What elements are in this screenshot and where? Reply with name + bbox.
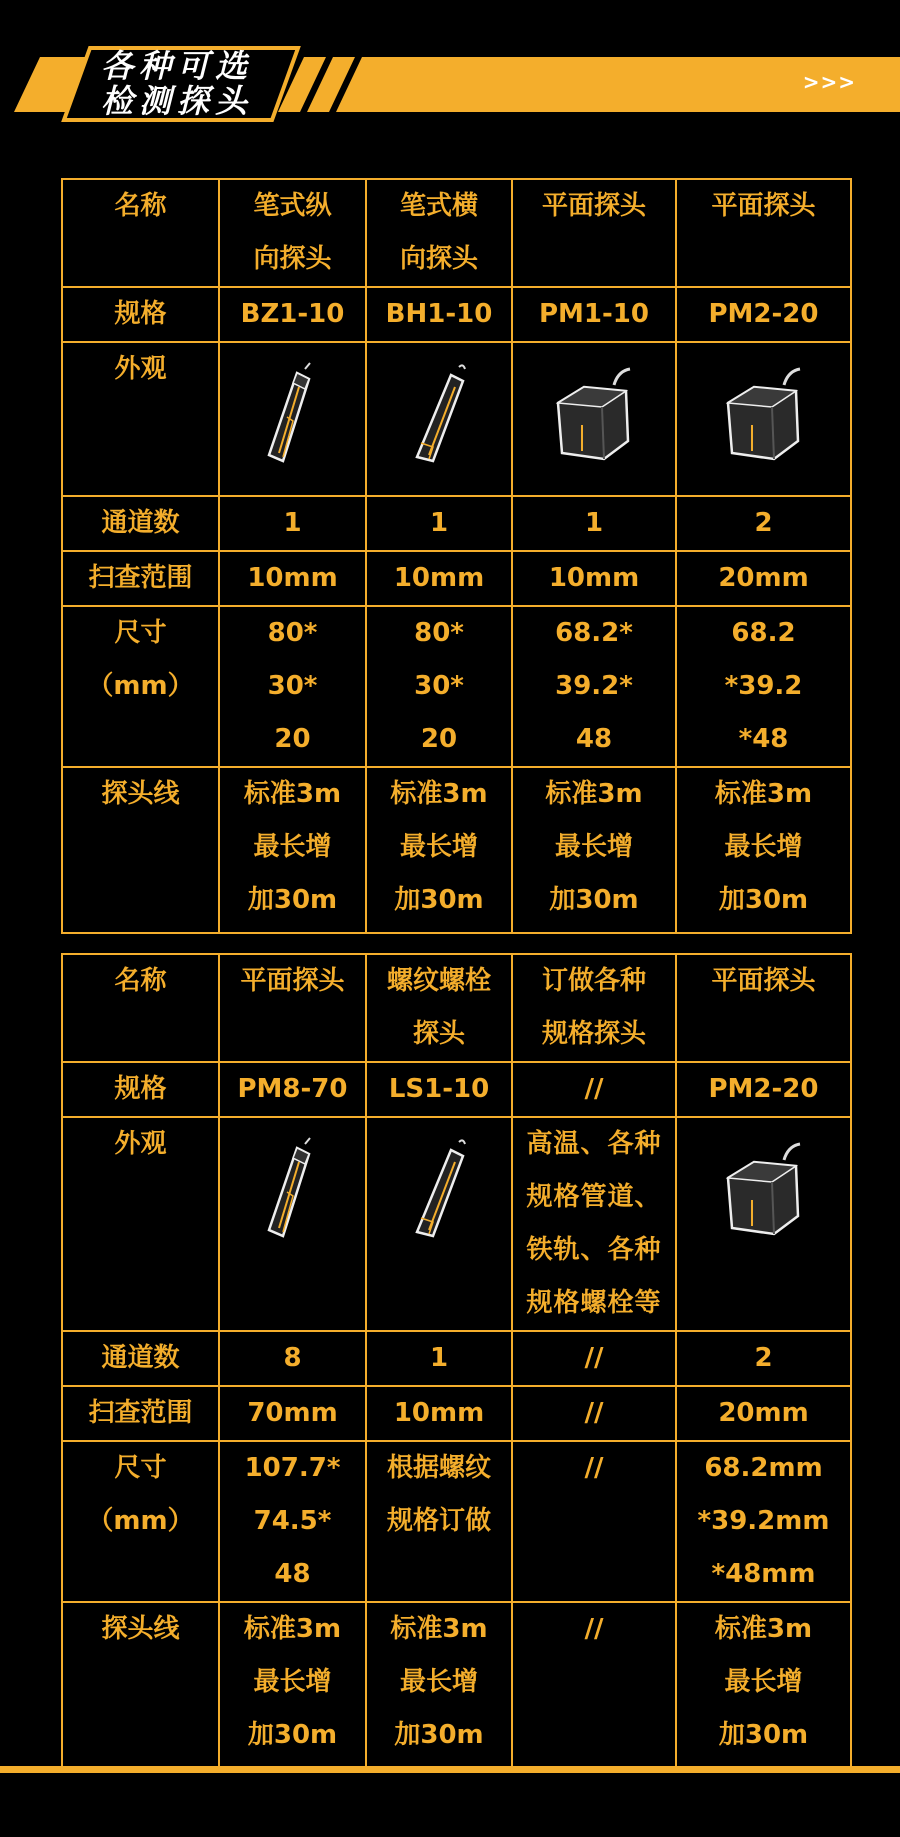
cable-line: 最长增 xyxy=(253,1667,332,1697)
cell-cable xyxy=(676,767,851,933)
cable-line: 加30m xyxy=(394,1720,484,1750)
cell-channels: 2 xyxy=(676,1331,851,1386)
desc-line: 高温、各种 xyxy=(526,1129,662,1159)
cell-image xyxy=(676,342,851,496)
cell-channels: // xyxy=(512,1331,676,1386)
cell-size xyxy=(676,1441,851,1602)
cable-line: 最长增 xyxy=(253,832,332,862)
size-line: 48 xyxy=(575,724,613,754)
cable-line: 最长增 xyxy=(724,1667,803,1697)
cell-image xyxy=(366,342,512,496)
row-label-spec: 规格 xyxy=(62,287,219,342)
cell-name xyxy=(512,954,676,1062)
cell-spec: PM2-20 xyxy=(676,287,851,342)
cell-name-line: 向探头 xyxy=(253,244,332,274)
cell-name-line: 订做各种 xyxy=(541,966,646,996)
table-row xyxy=(62,606,851,767)
size-line: *39.2mm xyxy=(697,1506,830,1536)
page-title xyxy=(66,48,288,120)
size-line: 68.2 xyxy=(731,618,796,648)
cell-spec: // xyxy=(512,1062,676,1117)
row-label-size xyxy=(62,606,219,767)
row-label-spec: 规格 xyxy=(62,1062,219,1117)
desc-line: 规格螺栓等 xyxy=(526,1288,662,1318)
cell-spec: PM1-10 xyxy=(512,287,676,342)
cell-channels: 2 xyxy=(676,496,851,551)
cable-line: 标准3m xyxy=(243,779,342,809)
cell-name-line: 平面探头 xyxy=(541,191,646,221)
cable-line: 最长增 xyxy=(724,832,803,862)
cell-range: 10mm xyxy=(366,1386,512,1441)
size-line: 107.7* xyxy=(244,1453,341,1483)
cell-range: 70mm xyxy=(219,1386,366,1441)
cell-description xyxy=(512,1117,676,1331)
row-label-look: 外观 xyxy=(62,1117,219,1331)
size-line: 20 xyxy=(420,724,458,754)
table-row xyxy=(62,287,851,342)
cable-line: 加30m xyxy=(394,885,484,915)
pen-probe-image xyxy=(253,361,333,471)
cell-name xyxy=(676,179,851,287)
size-line: 30* xyxy=(267,671,318,701)
cell-channels: 1 xyxy=(512,496,676,551)
cell-cable xyxy=(512,1602,676,1768)
cell-cable xyxy=(366,767,512,933)
table-row xyxy=(62,496,851,551)
cell-spec: LS1-10 xyxy=(366,1062,512,1117)
cable-line: 加30m xyxy=(718,1720,809,1750)
table-row xyxy=(62,1386,851,1441)
table-row xyxy=(62,1602,851,1768)
size-label: 尺寸 xyxy=(114,618,167,648)
size-line: 30* xyxy=(414,671,464,701)
cell-name xyxy=(366,954,512,1062)
title-line-1: 各种可选 xyxy=(100,47,253,85)
cell-channels: 1 xyxy=(366,496,512,551)
row-label-channels: 通道数 xyxy=(62,1331,219,1386)
cell-range: 10mm xyxy=(219,551,366,606)
table-row xyxy=(62,1441,851,1602)
cell-channels: 8 xyxy=(219,1331,366,1386)
cell-size xyxy=(366,1441,512,1602)
cell-range: 20mm xyxy=(676,551,851,606)
size-line: 80* xyxy=(267,618,318,648)
cell-image xyxy=(219,1117,366,1331)
cable-line: 标准3m xyxy=(390,1614,488,1644)
arrows-icon: >>> xyxy=(802,70,856,94)
cell-name-line: 向探头 xyxy=(399,244,478,274)
cable-line: 标准3m xyxy=(243,1614,342,1644)
cell-name-line: 笔式纵 xyxy=(253,191,332,221)
row-label-look: 外观 xyxy=(62,342,219,496)
bottom-divider xyxy=(0,1766,900,1773)
cell-size xyxy=(366,606,512,767)
cable-line: 标准3m xyxy=(545,779,643,809)
cable-line: 标准3m xyxy=(714,779,813,809)
size-line: 68.2* xyxy=(555,618,633,648)
probe-table-1 xyxy=(61,178,852,934)
flat-probe-image xyxy=(544,361,644,471)
size-line: 规格订做 xyxy=(386,1506,491,1536)
table-row xyxy=(62,767,851,933)
cable-line: 标准3m xyxy=(390,779,488,809)
cell-name xyxy=(219,179,366,287)
size-unit: （mm） xyxy=(87,1506,194,1536)
cell-size xyxy=(512,606,676,767)
cable-line: 最长增 xyxy=(399,1667,478,1697)
cell-spec: PM8-70 xyxy=(219,1062,366,1117)
row-label-cable: 探头线 xyxy=(62,767,219,933)
cell-range: 10mm xyxy=(366,551,512,606)
cell-name-line: 探头 xyxy=(412,1019,465,1049)
table-row xyxy=(62,1062,851,1117)
size-line: 20 xyxy=(274,724,311,754)
cell-name-line: 平面探头 xyxy=(240,966,345,996)
desc-line: 铁轨、各种 xyxy=(526,1235,662,1265)
row-label-name: 名称 xyxy=(62,954,219,1062)
cell-cable xyxy=(366,1602,512,1768)
cable-line: 加30m xyxy=(718,885,809,915)
size-line: 74.5* xyxy=(253,1506,332,1536)
pen-probe-image xyxy=(399,1136,479,1246)
size-line: *48 xyxy=(738,724,789,754)
cell-image xyxy=(366,1117,512,1331)
cell-size xyxy=(219,1441,366,1602)
pen-probe-image xyxy=(399,361,479,471)
cell-spec: PM2-20 xyxy=(676,1062,851,1117)
cell-cable xyxy=(219,1602,366,1768)
size-line: 根据螺纹 xyxy=(386,1453,491,1483)
header-banner xyxy=(0,0,900,140)
cable-line: 加30m xyxy=(247,1720,338,1750)
table-row xyxy=(62,1117,851,1331)
table-row xyxy=(62,179,851,287)
cell-cable xyxy=(219,767,366,933)
cell-name-line: 平面探头 xyxy=(711,191,816,221)
cell-range: 10mm xyxy=(512,551,676,606)
cell-range: // xyxy=(512,1386,676,1441)
table-row xyxy=(62,1331,851,1386)
size-line: 80* xyxy=(414,618,464,648)
flat-probe-image xyxy=(714,1136,814,1246)
cell-name-line: 笔式横 xyxy=(399,191,478,221)
cell-image xyxy=(219,342,366,496)
cell-name-line: 规格探头 xyxy=(541,1019,646,1049)
cable-line: 最长增 xyxy=(399,832,478,862)
table-row xyxy=(62,551,851,606)
cell-name xyxy=(219,954,366,1062)
cell-cable xyxy=(512,767,676,933)
cable-line: 加30m xyxy=(549,885,639,915)
cell-spec: BH1-10 xyxy=(366,287,512,342)
cell-size xyxy=(512,1441,676,1602)
cell-channels: 1 xyxy=(219,496,366,551)
row-label-name: 名称 xyxy=(62,179,219,287)
size-line: *48mm xyxy=(711,1559,816,1589)
probe-table-2 xyxy=(61,953,852,1769)
cable-line: 加30m xyxy=(247,885,338,915)
flat-probe-image xyxy=(714,361,814,471)
cell-size xyxy=(219,606,366,767)
row-label-range: 扫查范围 xyxy=(62,551,219,606)
cell-name xyxy=(676,954,851,1062)
cell-name-line: 平面探头 xyxy=(711,966,816,996)
cable-line: 标准3m xyxy=(714,1614,813,1644)
cable-line: 最长增 xyxy=(554,832,633,862)
desc-line: 规格管道、 xyxy=(526,1182,662,1212)
cell-spec: BZ1-10 xyxy=(219,287,366,342)
cell-range: 20mm xyxy=(676,1386,851,1441)
size-line: *39.2 xyxy=(724,671,803,701)
cell-image xyxy=(676,1117,851,1331)
size-line: 39.2* xyxy=(555,671,633,701)
cell-name xyxy=(512,179,676,287)
cable-line: // xyxy=(584,1614,604,1644)
title-line-2: 检测探头 xyxy=(100,82,253,120)
row-label-range: 扫查范围 xyxy=(62,1386,219,1441)
row-label-channels: 通道数 xyxy=(62,496,219,551)
table-row xyxy=(62,342,851,496)
size-label: 尺寸 xyxy=(114,1453,167,1483)
cell-size xyxy=(676,606,851,767)
cell-image xyxy=(512,342,676,496)
row-label-cable: 探头线 xyxy=(62,1602,219,1768)
cell-name-line: 螺纹螺栓 xyxy=(386,966,491,996)
cell-channels: 1 xyxy=(366,1331,512,1386)
cell-name xyxy=(366,179,512,287)
size-line: // xyxy=(584,1453,604,1483)
row-label-size xyxy=(62,1441,219,1602)
size-line: 48 xyxy=(274,1559,311,1589)
size-unit: （mm） xyxy=(87,671,194,701)
cell-cable xyxy=(676,1602,851,1768)
pen-probe-image xyxy=(253,1136,333,1246)
size-line: 68.2mm xyxy=(704,1453,823,1483)
table-row xyxy=(62,954,851,1062)
